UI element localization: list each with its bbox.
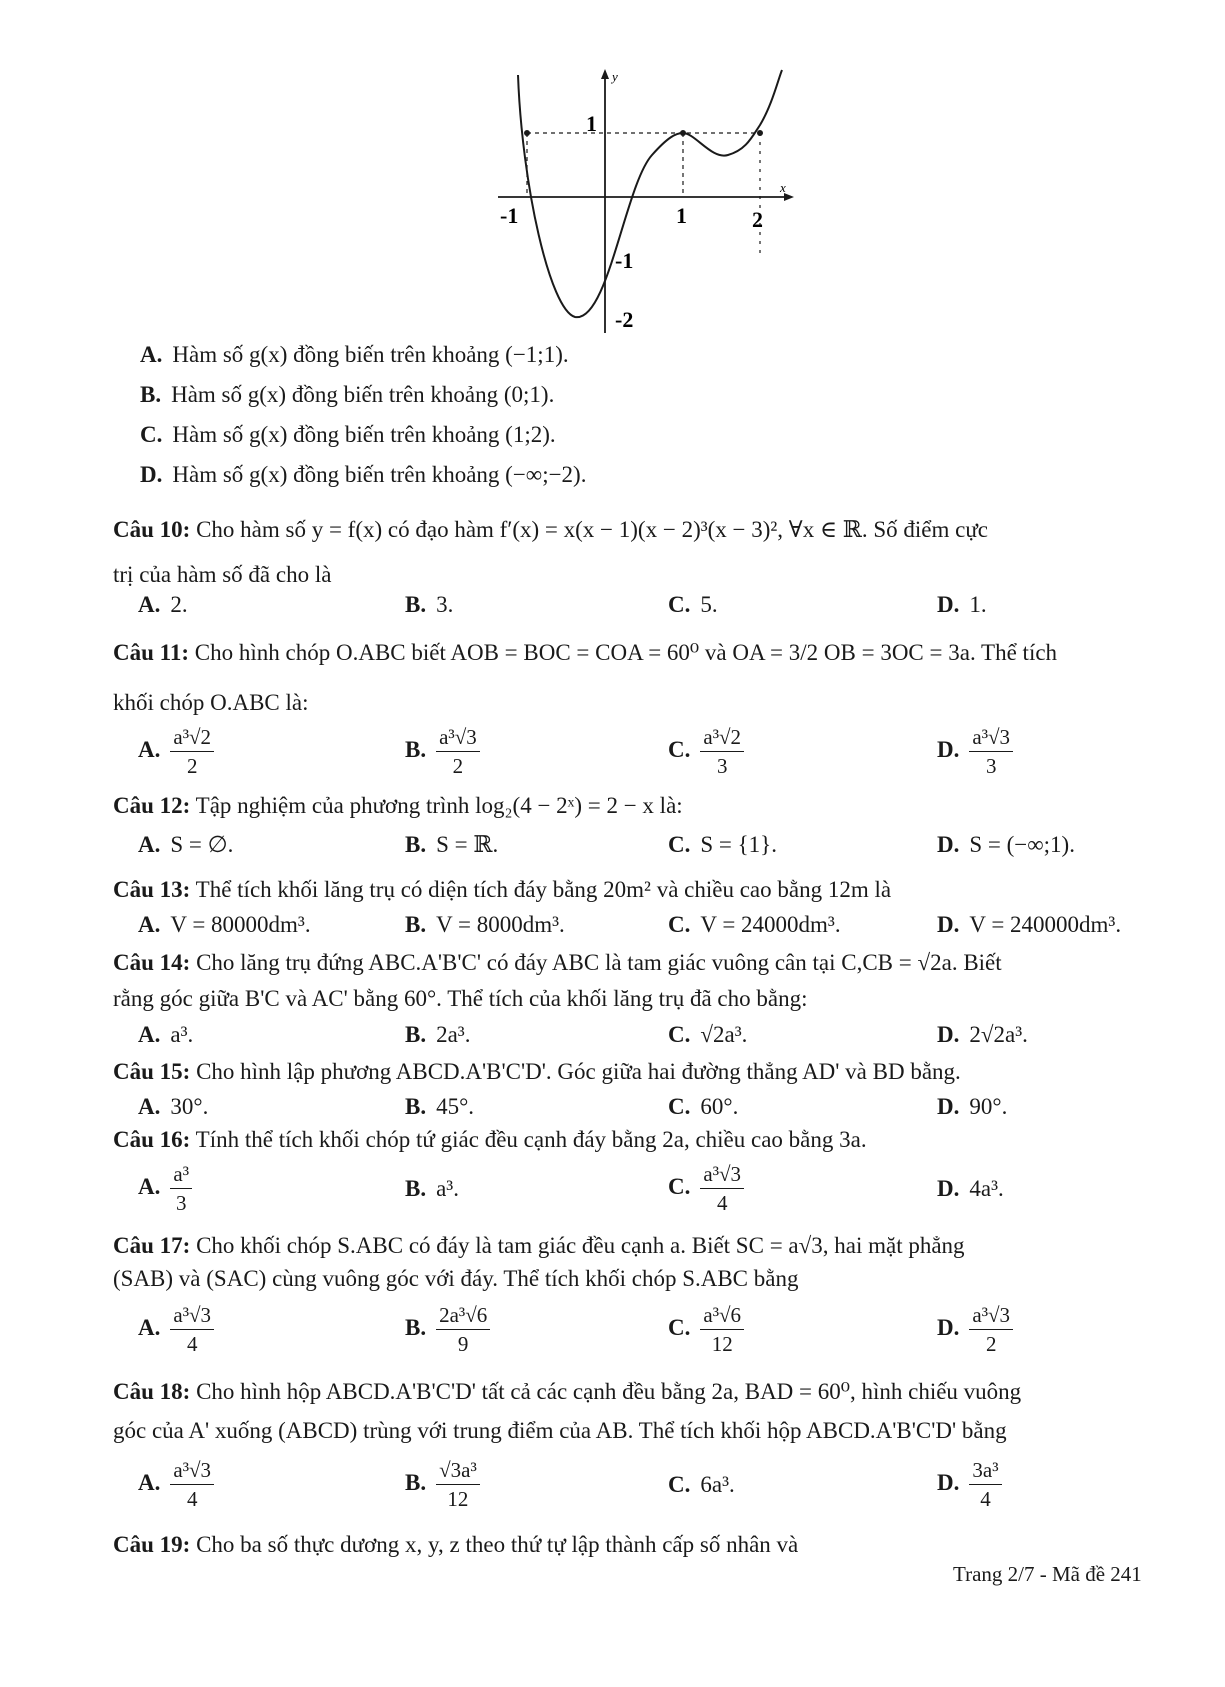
q16-stem: Câu 16: Tính thể tích khối chóp tứ giác đều cạnh đáy bằng 2a, chiều cao bằng 3a. [113,1127,867,1152]
tick-y-1: 1 [586,111,597,136]
q11-option-b: B. $\frac{\text{a³√3}}{2}$ [405,725,480,778]
q10-option-a: A. 2. [138,592,188,617]
q9-option-d: D. Hàm số g(x) đồng biến trên khoảng (−∞;−2). [140,462,587,487]
q12-option-a: A. S = ∅. [138,832,234,857]
q17-option-b: B. $\frac{\text{2a³√6}}{9}$ [405,1303,490,1356]
q10-stem: Câu 10: Cho hàm số y = f(x) có đạo hàm f′(x) = x(x − 1)(x − 2)³(x − 3)², ∀x ∈ ℝ. Số điểm cực [113,517,988,542]
q13-option-d: D. V = 240000dm³. [937,912,1122,937]
q14-option-c: C. √2a³. [668,1022,748,1047]
page-footer: Trang 2/7 - Mã đề 241 [953,1562,1142,1586]
q11-stem: Câu 11: Cho hình chóp O.ABC biết AOB = BOC = COA = 60⁰ và OA = 3/2 OB = 3OC = 3a. Thể tích [113,640,1058,665]
q15-option-d: D. 90°. [937,1094,1008,1119]
curve [518,70,782,317]
q9-option-c: C. Hàm số g(x) đồng biến trên khoảng (1;2). [140,422,556,447]
q12-option-b: B. S = ℝ. [405,832,499,857]
q16-option-a: A. $\frac{\text{a³}}{3}$ [138,1162,192,1215]
tick-y-neg2: -2 [615,307,634,332]
q9-option-a: A. Hàm số g(x) đồng biến trên khoảng (−1;1). [140,342,569,367]
q14-option-b: B. 2a³. [405,1022,471,1047]
q19-stem: Câu 19: Cho ba số thực dương x, y, z theo thứ tự lập thành cấp số nhân và [113,1532,799,1557]
q17-stem-2: (SAB) và (SAC) cùng vuông góc với đáy. Thể tích khối chóp S.ABC bằng [113,1266,799,1291]
q13-option-b: B. V = 8000dm³. [405,912,565,937]
q12-option-d: D. S = (−∞;1). [937,832,1075,857]
q13-option-a: A. V = 80000dm³. [138,912,311,937]
axis-y-label: y [612,69,618,84]
q12-option-c: C. S = {1}. [668,832,777,857]
q15-option-a: A. 30°. [138,1094,209,1119]
q14-option-a: A. a³. [138,1022,194,1047]
tick-x-2: 2 [752,207,763,232]
q15-option-b: B. 45°. [405,1094,475,1119]
q16-option-c: C. $\frac{\text{a³√3}}{4}$ [668,1162,744,1215]
q17-option-c: C. $\frac{\text{a³√6}}{12}$ [668,1303,744,1356]
q16-option-d: D. 4a³. [937,1176,1004,1201]
q18-option-d: D. $\frac{\text{3a³}}{4}$ [937,1458,1002,1511]
q11-option-a: A. $\frac{\text{a³√2}}{2}$ [138,725,214,778]
q11-option-d: D. $\frac{\text{a³√3}}{3}$ [937,725,1013,778]
q18-stem-2: góc của A' xuống (ABCD) trùng với trung điểm của AB. Thể tích khối hộp ABCD.A'B'C'D' bằng [113,1418,1007,1443]
q10-option-b: B. 3. [405,592,454,617]
q12-stem: Câu 12: Tập nghiệm của phương trình log₂(4 − 2ˣ) = 2 − x là: [113,793,683,818]
q13-stem: Câu 13: Thể tích khối lăng trụ có diện tích đáy bằng 20m² và chiều cao bằng 12m là [113,877,892,902]
q13-option-c: C. V = 24000dm³. [668,912,841,937]
q18-option-c: C. 6a³. [668,1472,735,1497]
axis-x-label: x [780,180,786,195]
tick-y-neg1: -1 [615,248,634,273]
q14-stem: Câu 14: Cho lăng trụ đứng ABC.A'B'C' có đáy ABC là tam giác vuông cân tại C,CB = √2a. Biết [113,950,1002,975]
q18-option-b: B. $\frac{\text{√3a³}}{12}$ [405,1458,480,1511]
q17-option-a: A. $\frac{\text{a³√3}}{4}$ [138,1303,214,1356]
q18-stem: Câu 18: Cho hình hộp ABCD.A'B'C'D' tất cả các cạnh đều bằng 2a, BAD = 60⁰, hình chiếu vuông [113,1379,1022,1404]
q9-option-b: B. Hàm số g(x) đồng biến trên khoảng (0;1). [140,382,555,407]
q11-stem-2: khối chóp O.ABC là: [113,690,309,715]
q10-stem-2: trị của hàm số đã cho là [113,562,332,587]
q10-option-d: D. 1. [937,592,987,617]
q11-option-c: C. $\frac{\text{a³√2}}{3}$ [668,725,744,778]
q14-option-d: D. 2√2a³. [937,1022,1028,1047]
q16-option-b: B. a³. [405,1176,459,1201]
q18-option-a: A. $\frac{\text{a³√3}}{4}$ [138,1458,214,1511]
y-axis-arrow-icon [601,69,609,79]
q15-option-c: C. 60°. [668,1094,739,1119]
q10-option-c: C. 5. [668,592,718,617]
tick-x-neg1: -1 [500,203,519,228]
function-graph [490,65,800,335]
q17-stem: Câu 17: Cho khối chóp S.ABC có đáy là tam giác đều cạnh a. Biết SC = a√3, hai mặt phẳng [113,1233,965,1258]
q15-stem: Câu 15: Cho hình lập phương ABCD.A'B'C'D'. Góc giữa hai đường thẳng AD' và BD bằng. [113,1059,961,1084]
q14-stem-2: rằng góc giữa B'C và AC' bằng 60°. Thể tích của khối lăng trụ đã cho bằng: [113,986,808,1011]
q17-option-d: D. $\frac{\text{a³√3}}{2}$ [937,1303,1013,1356]
tick-x-1: 1 [676,203,687,228]
